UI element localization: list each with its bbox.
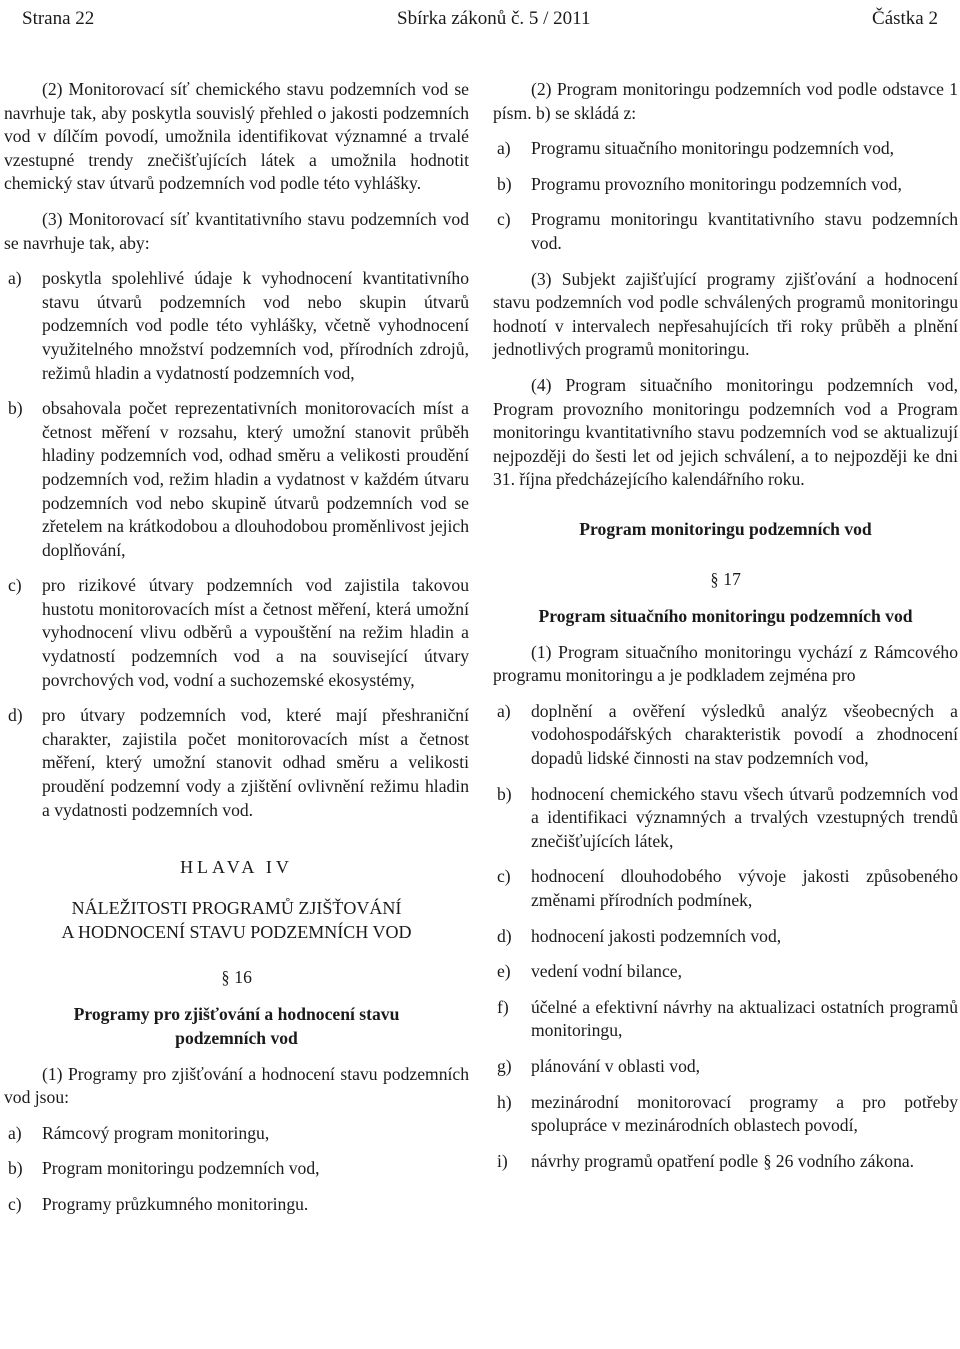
subheading: Program monitoringu podzemních vod [579, 518, 872, 539]
page-header [22, 6, 938, 34]
list-item [4, 1122, 469, 1146]
list-item [493, 208, 958, 255]
section-16-paragraph-2: (2) Program monitoringu podzemních vod podle odstavce 1 písm. b) se skládá z: [493, 79, 958, 123]
item-text: pro rizikové útvary podzemních vod zajistila takovou hustotu monitorovacích míst a četnost měření, která umožní vyhodnocení vlivu odběrů a vypouštění na režim hladin a vydatností podzemních vod a na související útvary povrchových vod, vodní a suchozemské ekosystémy, [42, 575, 469, 690]
paragraph-2: (2) Monitorovací síť chemického stavu podzemních vod se navrhuje tak, aby poskytla souvislý přehled o jakosti podzemních vod v dílčím povodí, umožnila identifikovat významné a trvalé vzestupné trendy znečišťujících látek a umožnila hodnotit chemický stav útvarů podzemních vod podle této vyhlášky. [4, 79, 469, 194]
item-marker: c) [497, 209, 511, 230]
section-16-paragraph-3: (3) Subjekt zajišťující programy zjišťování a hodnocení stavu podzemních vod podle schválených programů monitoringu hodnotí v intervalech nepřesahujících tři roky průběh a plnění jednotlivých programů monitoringu. [493, 268, 958, 360]
section-number: 17 [723, 568, 741, 589]
section-title-line-1: Programy pro zjišťování a hodnocení stavu [73, 1004, 400, 1025]
chapter-title-line-1: NÁLEŽITOSTI PROGRAMŮ ZJIŠŤOVÁNÍ [71, 897, 402, 918]
list-item [4, 267, 469, 385]
list-item [493, 137, 958, 161]
left-column [4, 78, 469, 1229]
list-item [4, 1193, 469, 1217]
collection-number: 5 [528, 8, 539, 29]
list-item [493, 865, 958, 912]
item-text: poskytla spolehlivé údaje k vyhodnocení kvantitativního stavu útvarů podzemních vod nebo skupin útvarů podzemních vod podle této vyhlášky, včetně vyhodnocení využitelného množství podzemních vod, přírodních zdrojů, režimů hladin a vydatností podzemních vod, [42, 268, 469, 383]
item-marker: f) [497, 996, 509, 1017]
list-item [493, 173, 958, 197]
item-text [531, 1150, 958, 1174]
item-marker: b) [497, 173, 512, 194]
item-text: hodnocení chemického stavu všech útvarů podzemních vod a identifikaci významných a trvalých vzestupných trendů znečišťujících látek, [531, 783, 958, 851]
item-text: hodnocení jakosti podzemních vod, [531, 925, 782, 946]
right-column [493, 78, 958, 1185]
item-text: Programy průzkumného monitoringu. [42, 1193, 309, 1214]
item-marker: a) [497, 138, 511, 159]
section-16-paragraph-4: (4) Program situačního monitoringu podzemních vod, Program provozního monitoringu podzemních vod a Program monitoringu kvantitativního stavu podzemních vod se aktualizují nejpozději do šesti let od jejich schválení, a to nejpozději ke dni 31. října předcházejícího kalendářního roku. [493, 374, 958, 490]
item-marker: b) [8, 1158, 23, 1179]
item-text-post: 26 vodního zákona. [775, 1150, 915, 1171]
list-item [4, 704, 469, 822]
item-marker: c) [8, 1193, 22, 1214]
item-text: mezinárodní monitorovací programy a pro potřeby spolupráce v mezinárodních oblastech povodí, [531, 1091, 958, 1136]
item-marker: g) [497, 1056, 512, 1076]
section-17-paragraph-1: (1) Program situačního monitoringu vychází z Rámcového programu monitoringu a je podkladem zejména pro [493, 641, 958, 686]
list-item [493, 1091, 958, 1138]
list-item [493, 783, 958, 854]
chapter-label: HLAVA IV [180, 857, 293, 878]
section-number: 16 [234, 966, 252, 987]
collection-year: / 2011 [543, 8, 591, 29]
section-heading [493, 568, 958, 592]
item-marker: i) [497, 1150, 508, 1171]
item-marker: e) [497, 961, 511, 982]
item-text-pre: návrhy programů opatření podle [531, 1150, 759, 1171]
item-text: doplnění a ověření výsledků analýz všeobecných a vodohospodářských charakteristik povodí a zhodnocení dopadů lidské činnosti na stav podzemních vod, [531, 700, 958, 769]
list-item [4, 397, 469, 562]
list-item [493, 1150, 958, 1174]
collection-prefix: Sbírka zákonů č. [397, 8, 525, 29]
item-text: vedení vodní bilance, [531, 961, 682, 982]
item-text: obsahovala počet reprezentativních monitorovacích míst a četnost měření v rozsahu, který umožní stanovit průběh hladiny podzemních vod, odhad směru a velikosti proudění podzemních vod, režim hladin a vydatnost v každém útvaru podzemních vod nebo skupině útvarů podzemních vod se zřetelem na krátkodobou a dlouhodobou proměnlivost jejich doplňování, [42, 398, 469, 560]
list-item [493, 700, 958, 771]
section-title-line-2: podzemních vod [175, 1028, 298, 1048]
chapter-title [4, 896, 469, 944]
item-text: Rámcový program monitoringu, [42, 1122, 270, 1143]
item-marker: b) [497, 783, 512, 804]
item-text: plánování v oblasti vod, [531, 1056, 701, 1076]
section-sign: § [710, 568, 719, 589]
item-text: pro útvary podzemních vod, které mají přeshraniční charakter, zajistila počet monitorovacích míst a četnost měření, který umožní stanovit odhad směru a velikosti proudění podzemní vody a zjištění ovlivnění režimu hladin a vydatnosti podzemních vod. [42, 705, 469, 820]
chapter-title-line-2: A HODNOCENÍ STAVU PODZEMNÍCH VOD [61, 921, 412, 942]
section-title: Program situačního monitoringu podzemních vod [538, 606, 913, 627]
list-item [493, 960, 958, 984]
section-title [4, 1003, 469, 1050]
paragraph-3-intro: (3) Monitorovací síť kvantitativního stavu podzemních vod se navrhuje tak, aby: [4, 208, 469, 253]
item-marker: d) [8, 705, 23, 726]
list-item [4, 574, 469, 692]
item-marker: a) [497, 700, 511, 721]
item-marker: c) [8, 575, 22, 596]
item-text: Programu provozního monitoringu podzemních vod, [531, 173, 902, 194]
item-marker: b) [8, 398, 23, 419]
list-item [4, 1157, 469, 1181]
item-text: hodnocení dlouhodobého vývoje jakosti způsobeného změnami přírodních podmínek, [531, 866, 958, 911]
list-item [493, 925, 958, 949]
item-marker: c) [497, 866, 511, 887]
item-marker: a) [8, 268, 22, 289]
list-item [493, 996, 958, 1043]
section-16-paragraph-1: (1) Programy pro zjišťování a hodnocení stavu podzemních vod jsou: [4, 1063, 469, 1108]
part-label: Částka 2 [872, 8, 938, 29]
list-item [493, 1055, 958, 1079]
item-marker: h) [497, 1091, 512, 1112]
item-text: Programu situačního monitoringu podzemních vod, [531, 138, 895, 159]
item-text: Programu monitoringu kvantitativního stavu podzemních vod. [531, 209, 958, 253]
item-marker: d) [497, 925, 512, 946]
collection-reference [397, 6, 590, 32]
section-sign: § [763, 1150, 771, 1171]
section-heading [4, 966, 469, 990]
item-text: účelné a efektivní návrhy na aktualizaci ostatních programů monitoringu, [531, 996, 958, 1041]
item-marker: a) [8, 1122, 22, 1143]
section-sign: § [221, 966, 230, 987]
item-text: Program monitoringu podzemních vod, [42, 1158, 320, 1179]
page-number: Strana 22 [22, 8, 95, 29]
